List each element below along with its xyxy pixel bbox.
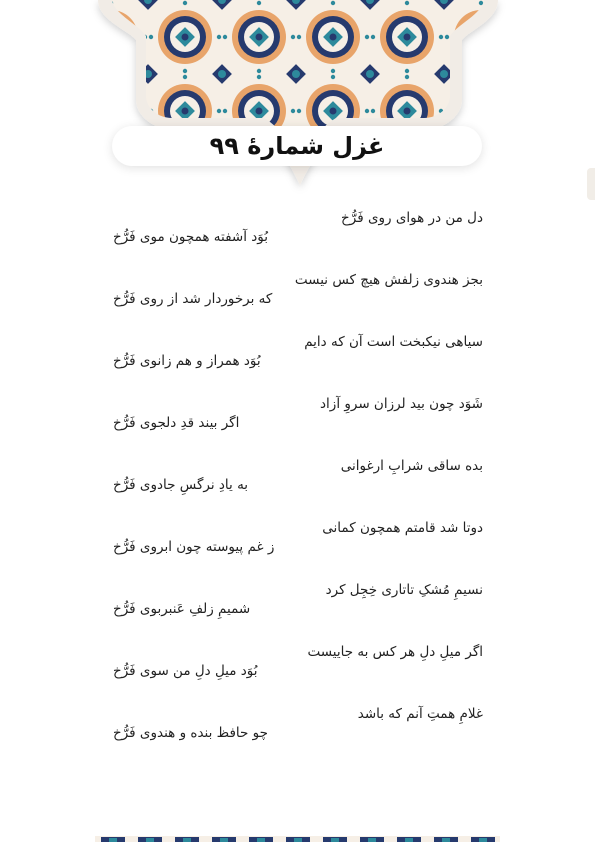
second-hemistich: چو حافظ بنده و هندوی فَرُّخ — [113, 725, 268, 741]
couplet — [113, 391, 483, 453]
first-hemistich: نسیمِ مُشکِ تاتاری خِجِل کرد — [325, 582, 483, 598]
couplet — [113, 515, 483, 577]
first-hemistich: دوتا شد قامتم همچون کمانی — [322, 520, 483, 536]
second-hemistich: به یادِ نرگسِ جادوی فَرُّخ — [113, 477, 249, 493]
second-hemistich: بُوَد همراز و هم زانوی فَرُّخ — [113, 353, 261, 369]
header-ornament — [0, 0, 595, 200]
first-hemistich: اگر میلِ دلِ هر کس به جاییست — [307, 644, 483, 660]
couplet — [113, 267, 483, 329]
second-hemistich: اگر بیند قدِ دلجوی فَرُّخ — [113, 415, 240, 431]
poem-body — [113, 205, 483, 763]
couplet — [113, 701, 483, 763]
footer-ornament — [95, 836, 500, 842]
couplet — [113, 329, 483, 391]
title-banner — [112, 126, 482, 166]
second-hemistich: ز غم پیوسته چون ابروی فَرُّخ — [113, 539, 275, 555]
second-hemistich: شمیمِ زلفِ عَنبربوی فَرُّخ — [113, 601, 251, 617]
first-hemistich: بده ساقی شرابِ ارغوانی — [340, 458, 483, 474]
first-hemistich: سیاهی نیکبخت است آن که دایم — [304, 334, 483, 350]
couplet — [113, 205, 483, 267]
page-title: غزل شمارهٔ ۹۹ — [209, 132, 385, 160]
couplet — [113, 577, 483, 639]
first-hemistich: شَوَد چون بید لرزان سروِ آزاد — [320, 396, 483, 412]
first-hemistich: بجز هندوی زلفش هیچ کس نیست — [294, 272, 483, 288]
second-hemistich: بُوَد میلِ دلِ من سوی فَرُّخ — [113, 663, 258, 679]
second-hemistich: که برخوردار شد از روی فَرُّخ — [113, 291, 273, 307]
second-hemistich: بُوَد آشفته همچون موی فَرُّخ — [113, 229, 269, 245]
side-tab-decoration — [587, 168, 595, 200]
first-hemistich: دل من در هوای روی فَرُّخ — [341, 210, 483, 226]
couplet — [113, 639, 483, 701]
first-hemistich: غلامِ همتِ آنم که باشد — [357, 706, 483, 722]
couplet — [113, 453, 483, 515]
